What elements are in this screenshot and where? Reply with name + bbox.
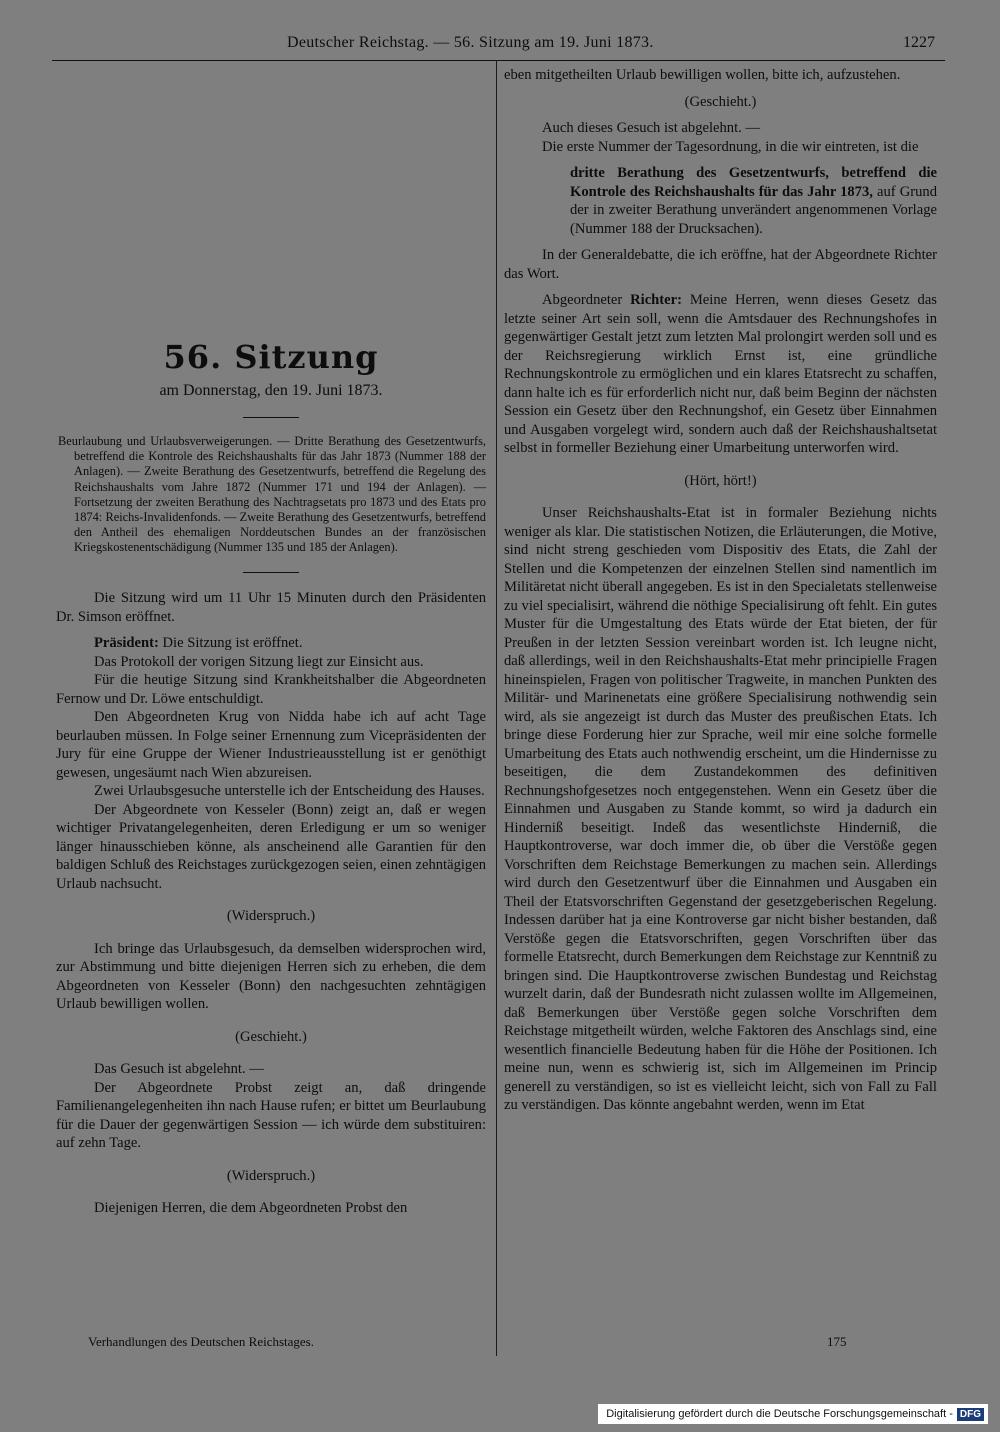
- dfg-logo: DFG: [957, 1408, 984, 1421]
- interjection: (Geschieht.): [235, 1028, 307, 1045]
- funding-credit: [598, 1404, 988, 1424]
- interjection: (Geschieht.): [684, 93, 757, 110]
- paragraph: In der Generaldebatte, die ich eröffne, hat der Abgeordnete Richter das Wort.: [504, 247, 937, 282]
- session-summary: Beurlaubung und Urlaubsverweigerungen. — Dritte Berathung des Gesetzentwurfs, betreffend die Kontrole des Reichshaushalts für das Jahr 1873 (Nummer 188 der Anlagen). — Zweite Berathung des Gesetzentwurfs, betreffend die Regelung des Reichshaushalts vom Jahre 1872 (Nummer 171 und 194 der Anlagen). — Fortsetzung der zweiten Berathung des Nachtragsetats pro 1873 und des Etats pro 1874: Reichs-Invalidenfonds. — Zweite Berathung des Gesetzentwurfs, betreffend den Antheil des ehemaligen Norddeutschen Bundes an der französischen Kriegskostenentschädigung (Nummer 135 und 185 der Anlagen).: [58, 434, 486, 555]
- footer-title: Verhandlungen des Deutschen Reichstages.: [88, 1334, 314, 1349]
- paragraph: Diejenigen Herren, die dem Abgeordneten Probst den: [94, 1200, 408, 1217]
- opening-paragraph: Die Sitzung wird um 11 Uhr 15 Minuten durch den Präsidenten Dr. Simson eröffnet.: [56, 590, 486, 625]
- right-column: [504, 66, 937, 1115]
- paragraph: Zwei Urlaubsgesuche unterstelle ich der Entscheidung des Hauses.: [94, 783, 485, 800]
- sheet-number: 175: [827, 1334, 847, 1349]
- session-title: 56. Sitzung: [163, 338, 379, 376]
- paragraph: Ich bringe das Urlaubsgesuch, da demselben widersprochen wird, zur Abstimmung und bitte diejenigen Herren sich zu erheben, die dem Abgeordneten von Kesseler (Bonn) den nachgesuchten zehntägigen Urlaub bewilligen wollen.: [56, 940, 486, 1013]
- president-label: Präsident:: [94, 635, 159, 652]
- header-title: Deutscher Reichstag. — 56. Sitzung am 19. Juni 1873.: [287, 34, 654, 51]
- rule-top: [243, 417, 299, 419]
- interjection: (Hört, hört!): [684, 472, 757, 489]
- left-column: [56, 66, 486, 1218]
- president-text: Die Sitzung ist eröffnet.: [158, 635, 303, 652]
- paragraph: Den Abgeordneten Krug von Nidda habe ich auf acht Tage beurlauben müssen. In Folge seiner Ernennung zum Vicepräsidenten der Jury für eine Gruppe der Wiener Industrieausstellung ist er genöthigt gewesen, ungesäumt nach Wien abzureisen.: [56, 709, 486, 781]
- paragraph: Der Abgeordnete Probst zeigt an, daß dringende Familienangelegenheiten ihn nach Hause rufen; er bittet um Beurlaubung für die Dauer der gegenwärtigen Session — ich würde dem substituiren: auf zehn Tage.: [56, 1079, 486, 1152]
- interjection: (Widerspruch.): [226, 908, 316, 925]
- speaker-name: Richter:: [630, 292, 682, 308]
- session-date: am Donnerstag, den 19. Juni 1873.: [159, 382, 383, 399]
- paragraph: Auch dieses Gesuch ist abgelehnt. —: [542, 120, 761, 136]
- rule-bottom: [243, 572, 299, 574]
- running-header: [52, 26, 945, 61]
- paragraph: Die erste Nummer der Tagesordnung, in die wir eintreten, ist die: [542, 138, 919, 155]
- paragraph: Das Protokoll der vorigen Sitzung liegt zur Einsicht aus.: [94, 653, 424, 670]
- speaker-prefix: Abgeordneter: [542, 292, 631, 308]
- paragraph: Das Gesuch ist abgelehnt. —: [94, 1061, 264, 1078]
- page-number: 1227: [903, 34, 935, 51]
- credit-text: Digitalisierung gefördert durch die Deutsche Forschungsgemeinschaft -: [606, 1408, 953, 1420]
- interjection: (Widerspruch.): [226, 1167, 316, 1184]
- paragraph: eben mitgetheilten Urlaub bewilligen wollen, bitte ich, aufzustehen.: [504, 67, 901, 83]
- paragraph: Unser Reichshaushalts-Etat ist in formaler Beziehung nichts weniger als klar. Die statistischen Notizen, die Erläuterungen, die Motive, sind nicht streng geschieden vom Dispositiv des Etats, die Zahl der Stellen und die Kompetenzen der einzelnen Stellen sind namentlich im Militäretat nicht überall angegeben. Es ist in den Specialetats stellenweise zu viel specialisirt, während die nöthige Specialisirung oft fehlt. Ein gutes Muster für die Umgestaltung des Etats würde der Etat bieten, der für Preußen in der letzten Session vereinbart worden ist. Ich leugne nicht, daß allerdings, weil in den Reichshaushalts-Etat mehr principielle Fragen hineinspielen, Fragen von politischer Tragweite, in manchen Punkten des Militär- und Marinenetats eine größere Specialisirung nothwendig sein wird, als sie angezeigt ist durch das Muster des preußischen Etats. Ich bringe diese Forderung hier zur Sprache, weil mir eine solche formelle Umarbeitung des Etats auch nothwendig erscheint, um die Hindernisse zu beseitigen, die dem Zustandekommen des definitiven Rechnungshofgesetzes noch entgegenstehen. Wenn ein Gesetz über die Einnahmen und Ausgaben zu Stande kommt, so wird ja dadurch ein Hinderniß beseitigt. Indeß das wesentlichste Hinderniß, die Hauptkontroverse, war doch immer die, ob über die Verstöße gegen Vorschriften dem Reichstage Bemerkungen zu machen sein. Allerdings wird durch den Gesetzentwurf über die Einnahmen und Ausgaben ein Theil der Etatsvorschriften Gegenstand der gesetzgeberischen Regelung. Indessen darüber hat ja eine Kontroverse gar nicht bisher bestanden, daß Verstöße gegen die Etatsvorschriften, gegen Vorschriften über das formelle Etatsrecht, durch Bemerkungen dem Reichstage zur Kenntniß zu bringen sind. Die Hauptkontroverse zwischen Bundestag und Reichstag wurzelt darin, daß der Bundesrath nicht zulassen wollte im Allgemeinen, daß Bemerkungen über Verstöße gegen solche Vorschriften dem Reichstage mitgetheilt würden, welche Faktoren des Anschlags sind, eine wesentlich financielle Bedeutung haben für die Höhe der Positionen. Ich meine nun, wenn es schwierig ist, sich im Allgemeinen im Princip generell zu verständigen, so ist es vielleicht leicht, sich von Fall zu Fall zu verständigen. Das könnte angebahnt werden, wenn im Etat: [504, 505, 937, 1113]
- speech-text: Meine Herren, wenn dieses Gesetz das letzte seiner Art sein soll, wenn die Amtsdauer des Rechnungshofes in gegenwärtiger Gestalt jetzt zum letzten Mal prolongirt werden soll und es der Reichsregierung wirklich Ernst ist, eine gründliche Rechnungskontrole zu ermöglichen und ein klares Etatsrecht zu schaffen, dann halte ich es für erforderlich nicht nur, daß beim Beginn der nächsten Session ein Gesetz über den Rechnungshof, ein Gesetz über Einnahmen und Ausgaben vorgelegt wird, sondern auch daß der Reichshaushaltsetat selbst in formeller Beziehung einer Umarbeitung unterworfen wird.: [504, 292, 937, 456]
- agenda-title: dritte Berathung des Gesetzentwurfs, betreffend die Kontrole des Reichshaushalts für das Jahr 1873,: [570, 165, 937, 200]
- document-page: [52, 26, 945, 1412]
- column-divider: [496, 60, 497, 1356]
- agenda-item: [504, 164, 937, 238]
- paragraph: Für die heutige Sitzung sind Krankheitshalber die Abgeordneten Fernow und Dr. Löwe entschuldigt.: [56, 672, 486, 707]
- president-paragraph: [56, 634, 486, 653]
- paragraph: Der Abgeordnete von Kesseler (Bonn) zeigt an, daß er wegen wichtiger Privatangelegenheiten, deren Erledigung er um so weniger länger hinausschieben könne, als anscheinend alle Garantien für den baldigen Schluß des Reichstages zurückgezogen seien, einen zehntägigen Urlaub nachsucht.: [56, 801, 486, 892]
- agenda-text: auf Grund der in zweiter Berathung unverändert angenommenen Vorlage (Nummer 188 der Drucksachen).: [570, 183, 937, 237]
- speech-paragraph: [504, 291, 937, 458]
